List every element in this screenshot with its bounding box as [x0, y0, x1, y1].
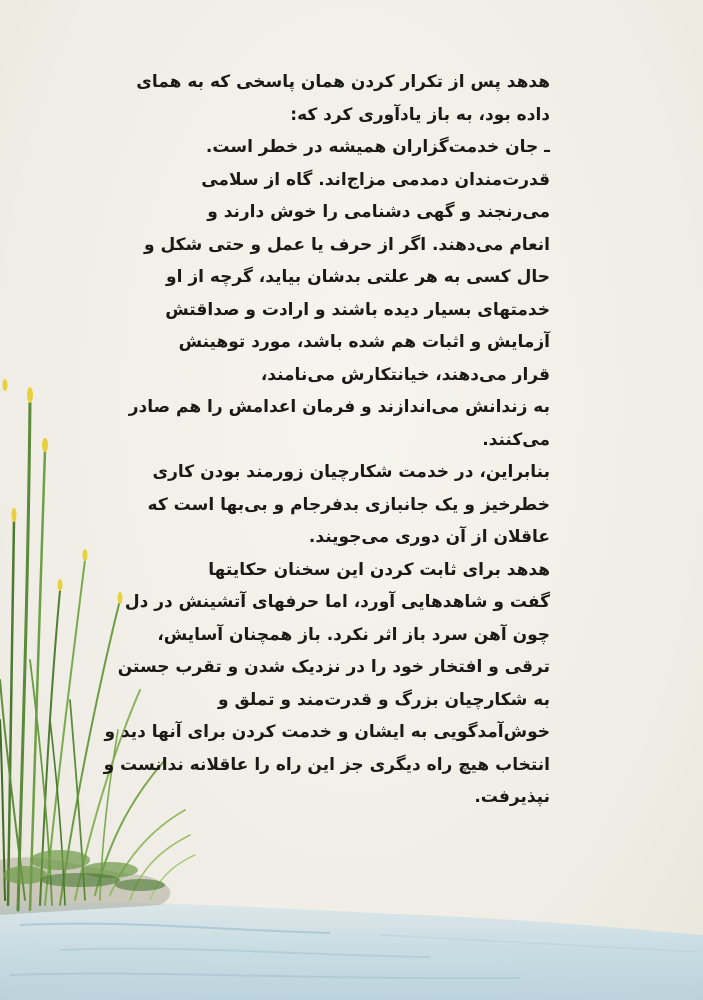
text-line: خدمتهای بسیار دیده باشند و ارادت و صداقتش [165, 299, 550, 320]
text-line: انتخاب هیچ راه دیگری جز این راه را عاقلانه ندانست و [103, 754, 550, 775]
text-line: هدهد پس از تکرار کردن همان پاسخی که به همای [136, 72, 550, 92]
text-line: می‌کنند. [482, 429, 550, 450]
paragraph-1 [136, 66, 550, 131]
text-line: داده بود، به باز یادآوری کرد که: [290, 104, 550, 125]
paragraph-3 [147, 456, 550, 554]
text-line: قرار می‌دهند، خیانتکارش می‌نامند، [260, 364, 550, 385]
text-line: خوش‌آمدگویی به ایشان و خدمت کردن برای آنها دید و [104, 722, 550, 742]
text-line: نپذیرفت. [474, 787, 550, 807]
text-line: ـ جان خدمت‌گزاران همیشه در خطر است. [205, 137, 550, 157]
text-line: انعام می‌دهند. اگر از حرف یا عمل و حتی شکل و [143, 234, 550, 255]
text-line: ترقی و افتخار خود را در نزدیک شدن و تقرب جستن [117, 657, 550, 677]
text-line: خطرخیز و یک جانبازی بدفرجام و بی‌بها است که [147, 494, 550, 515]
story-text [103, 66, 550, 814]
text-line: عاقلان از آن دوری می‌جویند. [308, 527, 550, 547]
text-line: بنابراین، در خدمت شکارچیان زورمند بودن کاری [152, 462, 550, 482]
text-line: قدرت‌مندان دمدمی مزاج‌اند. گاه از سلامی [201, 169, 550, 190]
text-line: گفت و شاهدهایی آورد، اما حرفهای آتشینش در دل [124, 592, 550, 612]
text-line: می‌رنجند و گهی دشنامی را خوش دارند و [207, 202, 550, 222]
text-line: حال کسی به هر علتی بدشان بیاید، گرچه از او [166, 267, 550, 287]
text-line: به زندانش می‌اندازند و فرمان اعدامش را هم صادر [128, 397, 550, 417]
paragraph-4 [103, 554, 550, 814]
text-line: هدهد برای ثابت کردن این سخنان حکایتها [208, 559, 550, 580]
text-line: چون آهن سرد باز اثر نکرد. باز همچنان آسایش، [157, 624, 550, 645]
paragraph-2 [128, 131, 550, 456]
water-surface [0, 903, 703, 1000]
text-line: آزمایش و اثبات هم شده باشد، مورد توهینش [178, 332, 550, 352]
text-line: به شکارچیان بزرگ و قدرت‌مند و تملق و [218, 689, 550, 710]
